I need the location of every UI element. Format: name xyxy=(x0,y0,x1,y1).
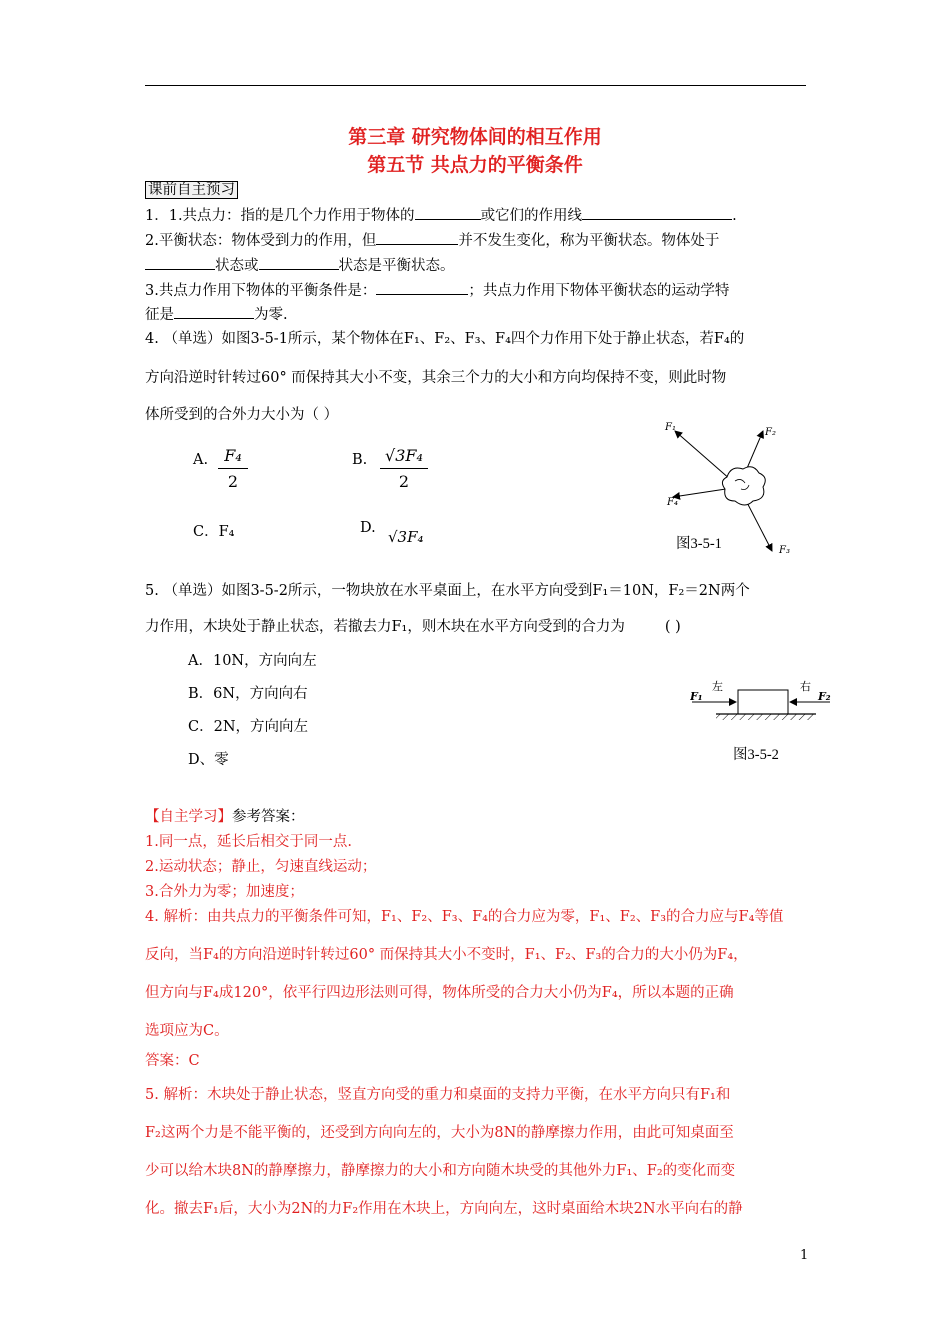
figure-3-5-1-caption: 图3-5-1 xyxy=(676,536,722,552)
q4-option-a-label[interactable]: A. xyxy=(193,452,209,468)
q4-option-c[interactable]: C．F₄ xyxy=(193,524,235,540)
q1-blank-2[interactable] xyxy=(582,205,732,220)
figure-3-5-2-caption: 图3-5-2 xyxy=(733,747,779,763)
answer-1: 1.同一点，延长后相交于同一点. xyxy=(145,834,352,850)
q2-line-2: 状态或 状态是平衡状态。 xyxy=(145,254,455,275)
answer-4-line-4: 选项应为C。 xyxy=(145,1023,229,1039)
answer-2: 2.运动状态；静止，匀速直线运动； xyxy=(145,859,377,875)
answer-5-line-4: 化。撤去F₁后，大小为2N的力F₂作用在木块上，方向向左，这时桌面给木块2N水平向右的静 xyxy=(145,1201,743,1217)
q3-blank-1[interactable] xyxy=(376,280,468,295)
q4-option-b-fraction: √3F₄ 2 xyxy=(380,446,428,491)
answer-4-line-1: 4. 解析：由共点力的平衡条件可知，F₁、F₂、F₃、F₄的合力应为零，F₁、F₂、F₃的合力应与F₄等值 xyxy=(145,909,784,925)
table-surface-hatch xyxy=(716,714,816,720)
answer-4-line-3: 但方向与F₄成120°，依平行四边形法则可得，物体所受的合力大小仍为F₄，所以本题的正确 xyxy=(145,985,734,1001)
answer-5-line-2: F₂这两个力是不能平衡的，还受到方向向左的，大小为8N的静摩擦力作用，由此可知桌面至 xyxy=(145,1125,734,1141)
answer-5-line-3: 少可以给木块8N的静摩擦力，静摩擦力的大小和方向随木块受的其他外力F₁、F₂的变化而变 xyxy=(145,1163,736,1179)
figure-3-5-2 xyxy=(690,676,840,726)
q5-option-d[interactable]: D、零 xyxy=(188,752,229,768)
answer-5-line-1: 5. 解析：木块处于静止状态，竖直方向受的重力和桌面的支持力平衡，在水平方向只有F₁和 xyxy=(145,1087,731,1103)
section-title: 第五节 共点力的平衡条件 xyxy=(367,154,583,176)
label-f2: F₂ xyxy=(765,427,776,438)
q5-option-b[interactable]: B．6N，方向向右 xyxy=(188,686,308,702)
label-right: 右 xyxy=(800,680,811,693)
q2-blank-2[interactable] xyxy=(145,255,215,270)
answers-header: 【自主学习】参考答案： xyxy=(145,809,305,825)
label-f4: F₄ xyxy=(667,497,678,508)
label-f1: F₁ xyxy=(665,422,676,433)
q2-blank-3[interactable] xyxy=(259,255,339,270)
label-left: 左 xyxy=(712,680,723,693)
label-f1: F₁ xyxy=(690,690,703,703)
answer-3: 3.合外力为零；加速度； xyxy=(145,884,304,900)
q4-line-2: 方向沿逆时针转过60° 而保持其大小不变，其余三个力的大小和方向均保持不变，则此时物 xyxy=(145,370,727,386)
chapter-title: 第三章 研究物体间的相互作用 xyxy=(348,126,602,148)
q4-line-3: 体所受到的合外力大小为（ ） xyxy=(145,407,339,423)
answer-4-final: 答案：C xyxy=(145,1053,200,1069)
preview-tag-row xyxy=(145,178,238,199)
q2-blank-1[interactable] xyxy=(376,230,458,245)
page-number: 1 xyxy=(800,1248,809,1263)
label-f2: F₂ xyxy=(818,690,831,703)
label-f3: F₃ xyxy=(779,545,790,556)
answer-4-line-2: 反向，当F₄的方向沿逆时针转过60° 而保持其大小不变时，F₁、F₂、F₃的合力的大小仍为F₄， xyxy=(145,947,748,963)
q4-option-d-label[interactable]: D. xyxy=(360,520,376,536)
q4-option-b-label[interactable]: B. xyxy=(352,452,368,468)
q3-blank-2[interactable] xyxy=(174,304,254,319)
q3-line-1: 3.共点力作用下物体的平衡条件是： ；共点力作用下物体平衡状态的运动学特 xyxy=(145,279,729,300)
q4-option-d-value: √3F₄ xyxy=(388,528,424,546)
q3-line-2: 征是 为零. xyxy=(145,303,288,324)
q1-blank-1[interactable] xyxy=(415,205,481,220)
q1-line: 1．1.共点力：指的是几个力作用于物体的 或它们的作用线 . xyxy=(145,204,737,225)
q2-line-1: 2.平衡状态：物体受到力的作用，但 并不发生变化，称为平衡状态。物体处于 xyxy=(145,229,719,250)
wood-block xyxy=(738,690,788,714)
q4-option-a-fraction: F₄ 2 xyxy=(218,446,248,491)
object-blob xyxy=(722,467,765,505)
q5-option-c[interactable]: C．2N，方向向左 xyxy=(188,719,309,735)
header-rule xyxy=(145,85,806,86)
q5-option-a[interactable]: A．10N，方向向左 xyxy=(188,653,317,669)
q5-line-1: 5. （单选）如图3-5-2所示，一物块放在水平桌面上，在水平方向受到F₁＝10N，F₂＝2N两个 xyxy=(145,583,750,599)
q5-line-2: 力作用，木块处于静止状态，若撤去力F₁，则木块在水平方向受到的合力为 ( ) xyxy=(145,619,681,635)
preview-tag: 课前自主预习 xyxy=(145,181,238,199)
q4-line-1: 4. （单选）如图3-5-1所示，某个物体在F₁、F₂、F₃、F₄四个力作用下处于静止状态，若F₄的 xyxy=(145,331,745,347)
